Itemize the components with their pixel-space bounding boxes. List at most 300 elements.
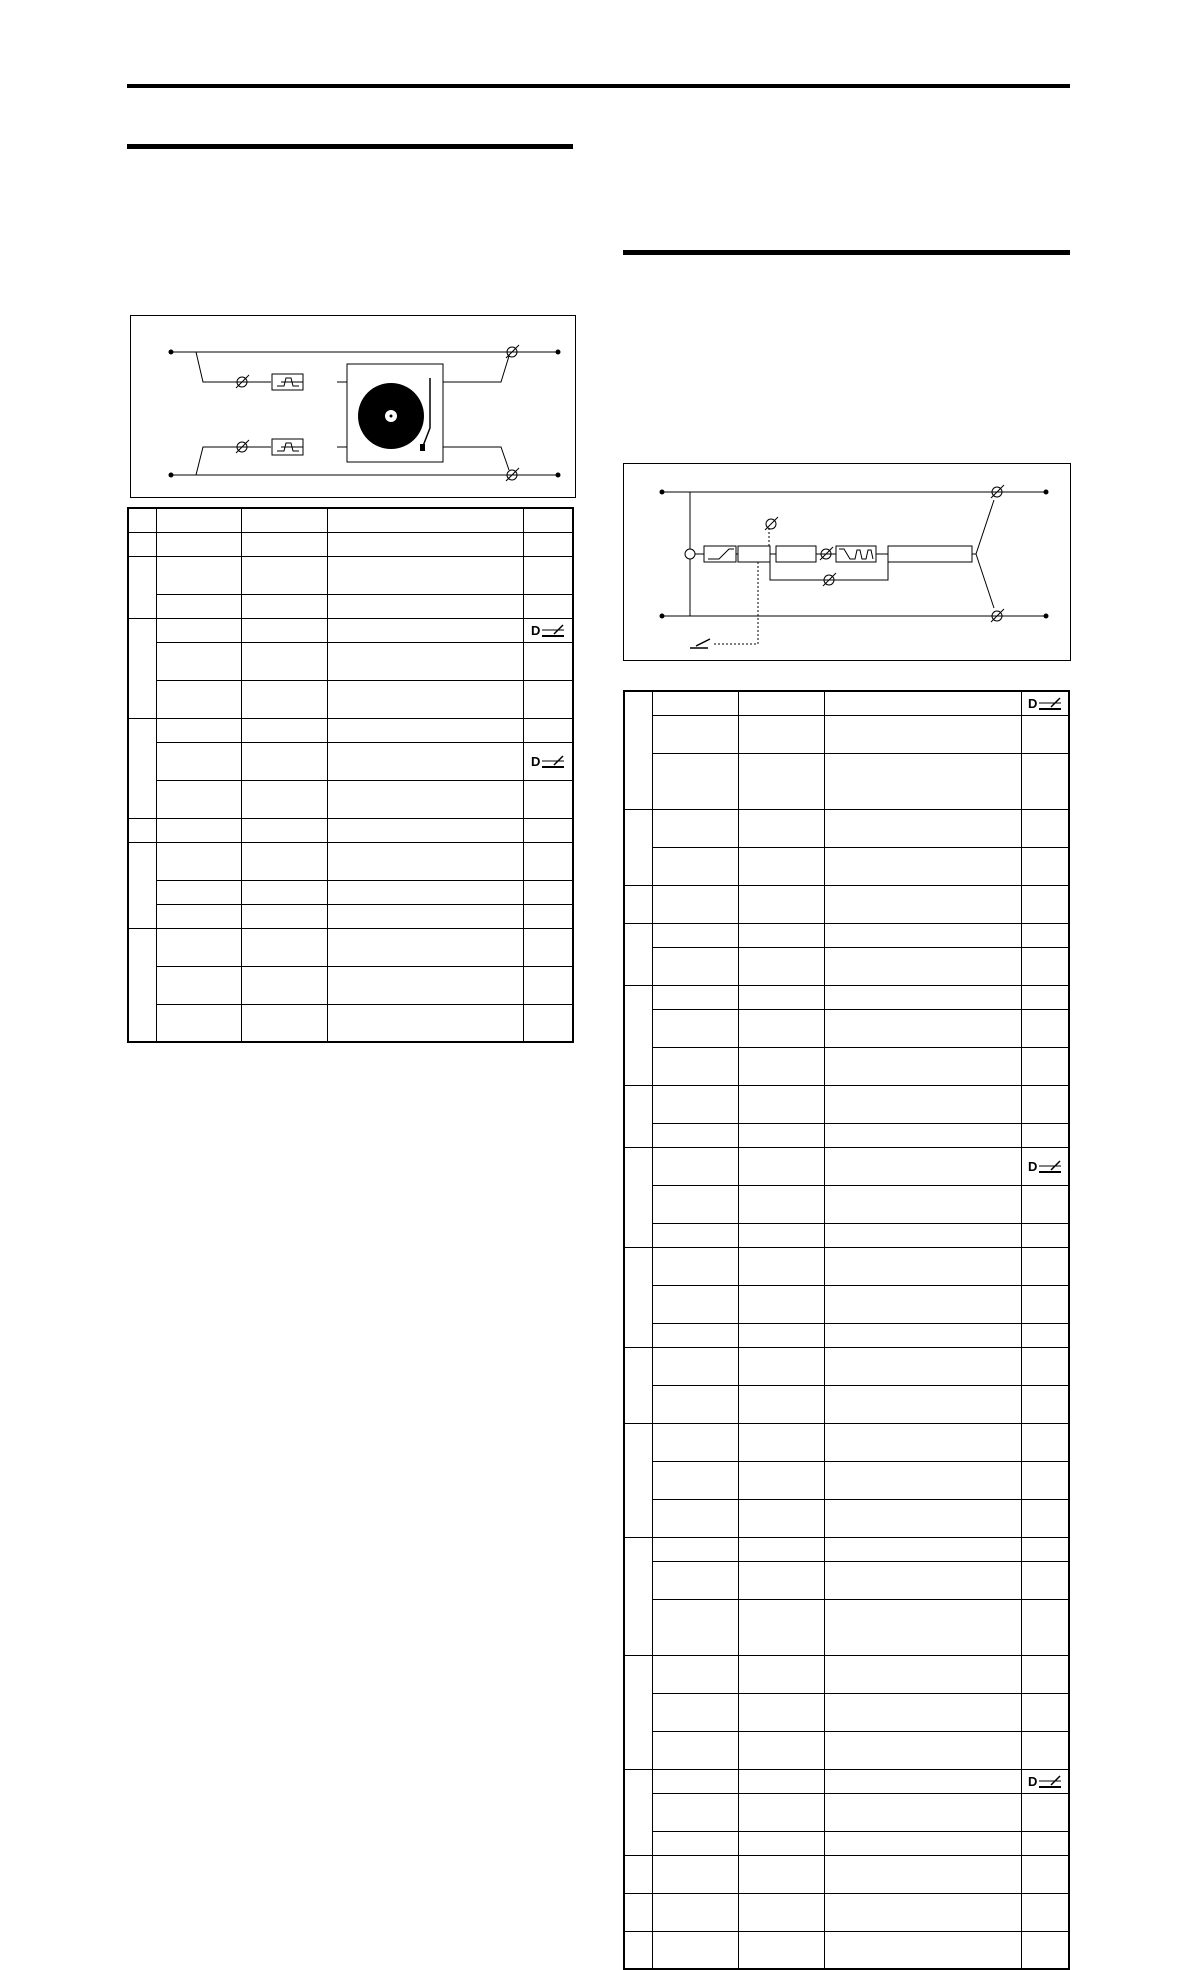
- description-cell: [825, 1323, 1022, 1347]
- parameter-name-cell: [156, 966, 241, 1004]
- dmod-cell: [524, 508, 573, 532]
- parameter-name-cell: [652, 885, 738, 923]
- table-row: [624, 1223, 1069, 1247]
- table-row: [128, 594, 573, 618]
- description-cell: [825, 1769, 1022, 1793]
- table-row: [128, 642, 573, 680]
- description-cell: [328, 532, 524, 556]
- value-range-cell: [739, 1123, 825, 1147]
- group-number-cell: [624, 1855, 652, 1893]
- parameter-name-cell: [652, 1147, 738, 1185]
- description-cell: [825, 1247, 1022, 1285]
- parameter-name-cell: [652, 1793, 738, 1831]
- dmod-icon: [530, 752, 566, 770]
- value-range-cell: [739, 1769, 825, 1793]
- table-row: [128, 904, 573, 928]
- table-row: [624, 847, 1069, 885]
- value-range-cell: [739, 1599, 825, 1655]
- description-cell: [328, 618, 524, 642]
- description-cell: [825, 1147, 1022, 1185]
- group-number-cell: [128, 556, 156, 618]
- group-number-cell: [624, 691, 652, 809]
- value-range-cell: [739, 1731, 825, 1769]
- description-cell: [825, 1855, 1022, 1893]
- value-range-cell: [739, 1047, 825, 1085]
- dmod-cell: [524, 966, 573, 1004]
- parameter-name-cell: [652, 1185, 738, 1223]
- pedal-icon: [690, 639, 710, 648]
- parameter-name-cell: [652, 1461, 738, 1499]
- table-row: [624, 809, 1069, 847]
- parameter-name-cell: [652, 1385, 738, 1423]
- table-row: [624, 1893, 1069, 1931]
- table-row: [128, 928, 573, 966]
- value-range-cell: [739, 715, 825, 753]
- group-number-cell: [128, 842, 156, 928]
- group-number-cell: [624, 809, 652, 885]
- description-cell: [825, 1047, 1022, 1085]
- description-cell: [825, 885, 1022, 923]
- dmod-cell: [524, 904, 573, 928]
- table-row: [624, 1423, 1069, 1461]
- parameter-name-cell: [156, 904, 241, 928]
- dmod-cell: [1022, 947, 1069, 985]
- dmod-cell: [1022, 1423, 1069, 1461]
- description-cell: [825, 1793, 1022, 1831]
- description-cell: [825, 947, 1022, 985]
- table-row: [624, 1285, 1069, 1323]
- group-number-cell: [128, 508, 156, 532]
- svg-text:D: D: [1028, 1159, 1038, 1174]
- description-cell: [825, 1285, 1022, 1323]
- value-range-cell: [739, 1385, 825, 1423]
- value-range-cell: [739, 985, 825, 1009]
- dmod-cell: [1022, 1793, 1069, 1831]
- description-cell: [825, 1385, 1022, 1423]
- description-cell: [328, 818, 524, 842]
- parameter-name-cell: [652, 715, 738, 753]
- group-number-cell: [624, 1147, 652, 1247]
- dmod-cell: [524, 680, 573, 718]
- value-range-cell: [739, 1461, 825, 1499]
- dmod-cell: [1022, 885, 1069, 923]
- description-cell: [328, 718, 524, 742]
- group-number-cell: [624, 1931, 652, 1969]
- parameter-name-cell: [652, 1931, 738, 1969]
- value-range-cell: [739, 1793, 825, 1831]
- dmod-cell: [1022, 1655, 1069, 1693]
- value-range-cell: [242, 880, 328, 904]
- dmod-cell: [1022, 715, 1069, 753]
- description-cell: [328, 508, 524, 532]
- parameter-name-cell: [156, 618, 241, 642]
- table-row: [128, 880, 573, 904]
- parameter-name-cell: [652, 1323, 738, 1347]
- dmod-cell: [1022, 1147, 1069, 1185]
- value-range-cell: [739, 1931, 825, 1969]
- dmod-cell: [1022, 1247, 1069, 1285]
- description-cell: [328, 556, 524, 594]
- parameter-name-cell: [652, 809, 738, 847]
- table-row: [624, 1499, 1069, 1537]
- table-row: [624, 1085, 1069, 1123]
- parameter-name-cell: [652, 1047, 738, 1085]
- dmod-cell: [524, 532, 573, 556]
- dmod-cell: [1022, 985, 1069, 1009]
- turntable-signal-flow-diagram: [130, 315, 576, 498]
- description-cell: [825, 753, 1022, 809]
- table-row: [624, 923, 1069, 947]
- parameter-name-cell: [652, 1599, 738, 1655]
- parameter-name-cell: [156, 532, 241, 556]
- table-row: [624, 1693, 1069, 1731]
- description-cell: [328, 842, 524, 880]
- dmod-icon: [1027, 1772, 1063, 1790]
- dmod-cell: [1022, 809, 1069, 847]
- description-cell: [825, 985, 1022, 1009]
- value-range-cell: [739, 885, 825, 923]
- description-cell: [328, 594, 524, 618]
- group-number-cell: [624, 1247, 652, 1347]
- dmod-cell: [1022, 1385, 1069, 1423]
- parameter-name-cell: [652, 1855, 738, 1893]
- group-number-cell: [624, 1085, 652, 1147]
- group-number-cell: [128, 618, 156, 718]
- parameter-name-cell: [156, 742, 241, 780]
- table-row: [128, 532, 573, 556]
- description-cell: [825, 1461, 1022, 1499]
- value-range-cell: [739, 753, 825, 809]
- dmod-cell: [1022, 1499, 1069, 1537]
- value-range-cell: [242, 532, 328, 556]
- dmod-cell: [1022, 847, 1069, 885]
- dmod-cell: [1022, 1769, 1069, 1793]
- value-range-cell: [242, 618, 328, 642]
- value-range-cell: [242, 780, 328, 818]
- description-cell: [825, 715, 1022, 753]
- value-range-cell: [739, 1855, 825, 1893]
- dmod-cell: [524, 880, 573, 904]
- dmod-cell: [1022, 1893, 1069, 1931]
- group-number-cell: [128, 818, 156, 842]
- effect-signal-flow-diagram: [623, 463, 1071, 661]
- value-range-cell: [739, 947, 825, 985]
- parameter-name-cell: [156, 818, 241, 842]
- parameter-name-cell: [156, 556, 241, 594]
- table-row: [624, 1769, 1069, 1793]
- dmod-cell: [1022, 1537, 1069, 1561]
- value-range-cell: [242, 928, 328, 966]
- table-row: [128, 1004, 573, 1042]
- table-row: [624, 1047, 1069, 1085]
- parameter-name-cell: [652, 1247, 738, 1285]
- description-cell: [825, 847, 1022, 885]
- description-cell: [825, 1185, 1022, 1223]
- value-range-cell: [242, 966, 328, 1004]
- table-row: [624, 1247, 1069, 1285]
- parameter-name-cell: [156, 842, 241, 880]
- description-cell: [328, 928, 524, 966]
- description-cell: [825, 1561, 1022, 1599]
- parameter-name-cell: [652, 923, 738, 947]
- dmod-icon: [1027, 1157, 1063, 1175]
- parameter-name-cell: [652, 1499, 738, 1537]
- description-cell: [328, 966, 524, 1004]
- group-number-cell: [624, 1537, 652, 1655]
- table-row: [624, 1561, 1069, 1599]
- table-row: [624, 1931, 1069, 1969]
- value-range-cell: [242, 1004, 328, 1042]
- parameter-name-cell: [652, 1561, 738, 1599]
- description-cell: [825, 923, 1022, 947]
- table-row: [624, 885, 1069, 923]
- description-cell: [825, 1347, 1022, 1385]
- dmod-cell: [1022, 1323, 1069, 1347]
- table-row: [624, 947, 1069, 985]
- table-row: [624, 1347, 1069, 1385]
- value-range-cell: [739, 923, 825, 947]
- value-range-cell: [242, 904, 328, 928]
- parameter-name-cell: [156, 508, 241, 532]
- parameter-name-cell: [156, 718, 241, 742]
- group-number-cell: [624, 923, 652, 985]
- value-range-cell: [242, 508, 328, 532]
- group-number-cell: [624, 985, 652, 1085]
- parameter-name-cell: [652, 1693, 738, 1731]
- table-row: [624, 1537, 1069, 1561]
- dmod-cell: [1022, 1347, 1069, 1385]
- table-row: [624, 1123, 1069, 1147]
- value-range-cell: [739, 1499, 825, 1537]
- description-cell: [328, 742, 524, 780]
- table-row: [624, 1831, 1069, 1855]
- description-cell: [328, 642, 524, 680]
- dmod-cell: [1022, 1185, 1069, 1223]
- group-number-cell: [624, 1347, 652, 1423]
- right-section-heading-rule: [623, 250, 1070, 255]
- parameter-name-cell: [652, 1537, 738, 1561]
- table-row: [624, 691, 1069, 715]
- right-parameter-table: [623, 690, 1070, 1970]
- group-number-cell: [624, 1655, 652, 1769]
- dmod-cell: [524, 642, 573, 680]
- value-range-cell: [242, 680, 328, 718]
- value-range-cell: [242, 818, 328, 842]
- table-row: [128, 966, 573, 1004]
- dmod-cell: [1022, 1047, 1069, 1085]
- description-cell: [825, 1085, 1022, 1123]
- parameter-name-cell: [156, 928, 241, 966]
- value-range-cell: [739, 1009, 825, 1047]
- value-range-cell: [242, 556, 328, 594]
- dmod-cell: [1022, 1855, 1069, 1893]
- svg-text:D: D: [531, 623, 541, 638]
- parameter-name-cell: [652, 947, 738, 985]
- dmod-cell: [1022, 1009, 1069, 1047]
- parameter-name-cell: [156, 594, 241, 618]
- svg-text:D: D: [1028, 696, 1038, 712]
- description-cell: [825, 1655, 1022, 1693]
- parameter-name-cell: [652, 1655, 738, 1693]
- description-cell: [825, 1693, 1022, 1731]
- value-range-cell: [739, 1085, 825, 1123]
- parameter-name-cell: [652, 1223, 738, 1247]
- table-row: [128, 718, 573, 742]
- dmod-icon: [1027, 694, 1063, 712]
- value-range-cell: [739, 1423, 825, 1461]
- description-cell: [328, 904, 524, 928]
- description-cell: [825, 809, 1022, 847]
- value-range-cell: [739, 1285, 825, 1323]
- table-row: [624, 1461, 1069, 1499]
- table-row: [624, 1185, 1069, 1223]
- dmod-cell: [524, 618, 573, 642]
- dmod-cell: [524, 742, 573, 780]
- parameter-name-cell: [652, 1123, 738, 1147]
- parameter-name-cell: [156, 1004, 241, 1042]
- left-section-heading-rule: [127, 144, 573, 149]
- parameter-name-cell: [652, 1893, 738, 1931]
- parameter-name-cell: [652, 1769, 738, 1793]
- tonearm-icon: [423, 378, 430, 446]
- value-range-cell: [739, 1655, 825, 1693]
- table-row: [128, 842, 573, 880]
- table-row: [624, 1655, 1069, 1693]
- table-row: [128, 508, 573, 532]
- table-row: [624, 753, 1069, 809]
- description-cell: [825, 1499, 1022, 1537]
- dmod-cell: [1022, 753, 1069, 809]
- value-range-cell: [739, 691, 825, 715]
- parameter-name-cell: [156, 642, 241, 680]
- description-cell: [825, 1599, 1022, 1655]
- parameter-name-cell: [652, 1085, 738, 1123]
- table-row: [624, 1385, 1069, 1423]
- dmod-cell: [1022, 1223, 1069, 1247]
- table-row: [624, 1599, 1069, 1655]
- turntable-diagram-svg: [131, 316, 575, 497]
- parameter-name-cell: [652, 847, 738, 885]
- dmod-cell: [1022, 923, 1069, 947]
- dmod-cell: [1022, 1599, 1069, 1655]
- dmod-cell: [524, 928, 573, 966]
- parameter-name-cell: [652, 1831, 738, 1855]
- value-range-cell: [739, 1223, 825, 1247]
- dmod-cell: [524, 718, 573, 742]
- group-number-cell: [624, 1423, 652, 1537]
- table-row: [624, 1855, 1069, 1893]
- dmod-cell: [524, 780, 573, 818]
- value-range-cell: [739, 1693, 825, 1731]
- dmod-cell: [1022, 1285, 1069, 1323]
- table-row: [128, 818, 573, 842]
- table-row: [624, 985, 1069, 1009]
- dmod-cell: [1022, 691, 1069, 715]
- value-range-cell: [242, 742, 328, 780]
- dmod-cell: [524, 818, 573, 842]
- parameter-name-cell: [652, 753, 738, 809]
- description-cell: [328, 680, 524, 718]
- parameter-name-cell: [156, 680, 241, 718]
- value-range-cell: [739, 847, 825, 885]
- svg-text:D: D: [531, 754, 541, 769]
- description-cell: [825, 1123, 1022, 1147]
- description-cell: [825, 1423, 1022, 1461]
- value-range-cell: [739, 1347, 825, 1385]
- dmod-cell: [1022, 1461, 1069, 1499]
- description-cell: [825, 1009, 1022, 1047]
- value-range-cell: [242, 642, 328, 680]
- parameter-name-cell: [652, 1731, 738, 1769]
- value-range-cell: [739, 1323, 825, 1347]
- dmod-cell: [524, 1004, 573, 1042]
- dmod-cell: [1022, 1731, 1069, 1769]
- table-row: [128, 680, 573, 718]
- dmod-cell: [1022, 1831, 1069, 1855]
- group-number-cell: [128, 718, 156, 818]
- group-number-cell: [624, 1769, 652, 1855]
- dmod-cell: [1022, 1561, 1069, 1599]
- effect-diagram-svg: [624, 464, 1070, 660]
- dmod-cell: [524, 556, 573, 594]
- description-cell: [328, 880, 524, 904]
- value-range-cell: [739, 1561, 825, 1599]
- description-cell: [328, 1004, 524, 1042]
- group-number-cell: [624, 1893, 652, 1931]
- value-range-cell: [242, 718, 328, 742]
- table-row: [128, 618, 573, 642]
- dmod-cell: [524, 594, 573, 618]
- group-number-cell: [128, 532, 156, 556]
- value-range-cell: [739, 1537, 825, 1561]
- value-range-cell: [242, 594, 328, 618]
- table-row: [128, 742, 573, 780]
- dmod-cell: [1022, 1931, 1069, 1969]
- parameter-name-cell: [652, 985, 738, 1009]
- table-row: [128, 556, 573, 594]
- group-number-cell: [624, 885, 652, 923]
- dmod-cell: [1022, 1085, 1069, 1123]
- parameter-name-cell: [652, 1285, 738, 1323]
- description-cell: [825, 1831, 1022, 1855]
- parameter-name-cell: [156, 880, 241, 904]
- description-cell: [825, 1223, 1022, 1247]
- dmod-cell: [1022, 1693, 1069, 1731]
- parameter-name-cell: [652, 1009, 738, 1047]
- left-parameter-table: [127, 507, 574, 1043]
- parameter-name-cell: [652, 1423, 738, 1461]
- group-number-cell: [128, 928, 156, 1042]
- value-range-cell: [739, 1247, 825, 1285]
- value-range-cell: [242, 842, 328, 880]
- value-range-cell: [739, 1147, 825, 1185]
- parameter-name-cell: [652, 1347, 738, 1385]
- table-row: [624, 1323, 1069, 1347]
- table-row: [624, 1009, 1069, 1047]
- table-row: [128, 780, 573, 818]
- value-range-cell: [739, 809, 825, 847]
- table-row: [624, 1793, 1069, 1831]
- description-cell: [328, 780, 524, 818]
- value-range-cell: [739, 1831, 825, 1855]
- value-range-cell: [739, 1893, 825, 1931]
- parameter-name-cell: [156, 780, 241, 818]
- description-cell: [825, 1537, 1022, 1561]
- value-range-cell: [739, 1185, 825, 1223]
- dmod-icon: [530, 621, 566, 639]
- description-cell: [825, 691, 1022, 715]
- table-row: [624, 715, 1069, 753]
